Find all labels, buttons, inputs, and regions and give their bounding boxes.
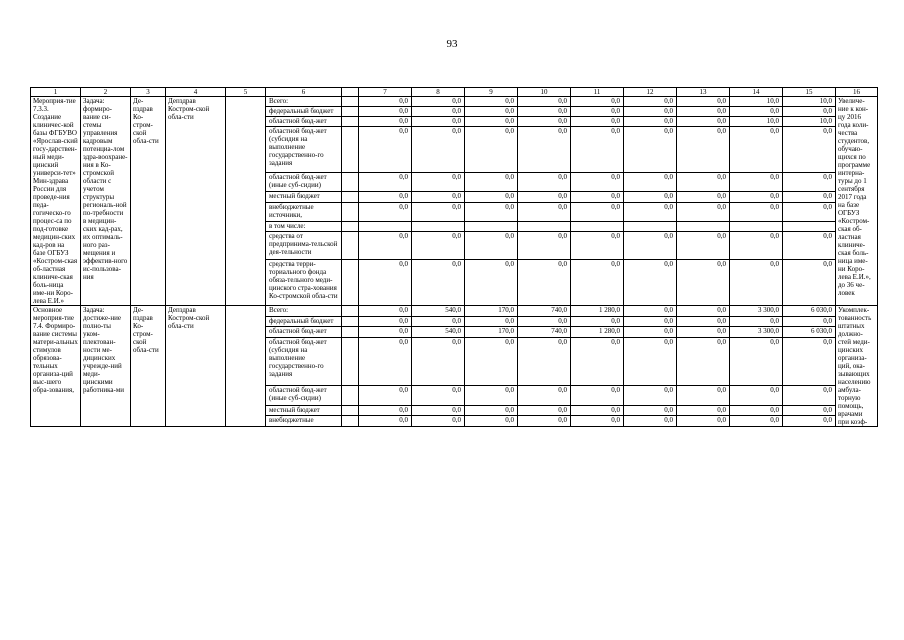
amount-cell: 0,0 (412, 117, 465, 127)
amount-cell: 0,0 (571, 385, 624, 405)
column-number: 13 (677, 88, 730, 97)
amount-cell: 0,0 (730, 385, 783, 405)
amount-cell: 0,0 (518, 405, 571, 416)
amount-cell: 10,0 (730, 97, 783, 107)
amount-cell: 0,0 (412, 337, 465, 385)
column-number: 6 (266, 88, 342, 97)
measure-cell: Основное мероприя-тие 7.4. Формиро-вание системы матери-альных стимулов обрязова-тельных организа-ций выс-шего обра-зования, (31, 306, 81, 427)
amount-cell (783, 221, 836, 231)
funding-source-label: областной бюд-жет (266, 327, 342, 338)
amount-cell: 540,0 (412, 306, 465, 317)
amount-cell (730, 221, 783, 231)
amount-cell: 0,0 (730, 337, 783, 385)
amount-cell: 0,0 (465, 337, 518, 385)
amount-cell: 0,0 (730, 173, 783, 192)
amount-cell: 0,0 (783, 173, 836, 192)
amount-cell: 0,0 (359, 259, 412, 305)
funding-source-label: местный бюджет (266, 192, 342, 202)
amount-cell: 0,0 (359, 127, 412, 173)
amount-cell: 0,0 (624, 306, 677, 317)
amount-cell: 0,0 (412, 259, 465, 305)
amount-cell: 0,0 (571, 117, 624, 127)
amount-cell: 0,0 (783, 107, 836, 117)
amount-cell: 0,0 (677, 316, 730, 327)
empty-cell (342, 221, 359, 231)
amount-cell: 0,0 (518, 259, 571, 305)
amount-cell: 170,0 (465, 327, 518, 338)
empty-cell (342, 173, 359, 192)
amount-cell: 0,0 (412, 127, 465, 173)
column-number: 3 (131, 88, 166, 97)
funding-source-label: федеральный бюджет (266, 107, 342, 117)
amount-cell (518, 221, 571, 231)
amount-cell (465, 221, 518, 231)
amount-cell: 0,0 (518, 127, 571, 173)
amount-cell (677, 221, 730, 231)
amount-cell: 10,0 (783, 117, 836, 127)
amount-cell: 0,0 (624, 327, 677, 338)
empty-cell (342, 306, 359, 317)
task-cell: Задача: формиро-вание си-стемы управления кадровым потенциа-лом здра-воохране-ния в Ко-стромской области с учетом структуры региональ-ной по-требности в медицин-ских кад-рах, их оптималь-ного раз-мещения и эффектив-ного ис-пользова-ния (81, 97, 131, 306)
amount-cell: 0,0 (624, 117, 677, 127)
amount-cell: 740,0 (518, 327, 571, 338)
amount-cell: 0,0 (359, 192, 412, 202)
funding-source-label: местный бюджет (266, 405, 342, 416)
amount-cell: 0,0 (730, 405, 783, 416)
column-number: 5 (226, 88, 266, 97)
amount-cell: 0,0 (677, 405, 730, 416)
amount-cell: 0,0 (624, 231, 677, 259)
amount-cell: 0,0 (518, 385, 571, 405)
amount-cell: 0,0 (783, 385, 836, 405)
amount-cell: 0,0 (465, 117, 518, 127)
empty-cell (342, 385, 359, 405)
amount-cell: 0,0 (518, 231, 571, 259)
column-number-row (31, 88, 878, 97)
amount-cell: 0,0 (677, 107, 730, 117)
measure-cell: Мероприя-тие 7.3.3. Создание клиничес-кой базы ФГБУВО «Ярослав-ский госу-дарствен-ный меди-цинский универси-тет» Мин-здрава России для проведе-ния педа-гогическо-го процес-са по под-готовке медицин-ских кад-ров на базе ОГБУЗ «Костром-ская об-ластная клиниче-ская боль-ница име-ни Коро-лева Е.И.» (31, 97, 81, 306)
empty-cell (342, 231, 359, 259)
amount-cell: 0,0 (359, 416, 412, 427)
funding-source-label: федеральный бюджет (266, 316, 342, 327)
amount-cell: 0,0 (677, 416, 730, 427)
empty-cell (342, 97, 359, 107)
amount-cell: 0,0 (359, 316, 412, 327)
funding-source-label: Всего: (266, 97, 342, 107)
amount-cell: 0,0 (359, 405, 412, 416)
amount-cell: 0,0 (465, 259, 518, 305)
amount-cell: 0,0 (465, 127, 518, 173)
amount-cell: 0,0 (571, 127, 624, 173)
amount-cell: 0,0 (359, 327, 412, 338)
amount-cell: 0,0 (677, 192, 730, 202)
amount-cell: 0,0 (412, 385, 465, 405)
amount-cell: 0,0 (571, 231, 624, 259)
funding-source-label: областной бюд-жет (иные суб-сидии) (266, 385, 342, 405)
amount-cell: 0,0 (677, 97, 730, 107)
amount-cell: 170,0 (465, 306, 518, 317)
table-body (31, 88, 878, 427)
amount-cell: 10,0 (730, 117, 783, 127)
amount-cell: 0,0 (412, 416, 465, 427)
amount-cell: 0,0 (465, 202, 518, 221)
amount-cell: 0,0 (571, 337, 624, 385)
amount-cell: 0,0 (783, 416, 836, 427)
empty-cell (342, 405, 359, 416)
amount-cell: 0,0 (359, 117, 412, 127)
amount-cell: 0,0 (783, 337, 836, 385)
amount-cell: 0,0 (571, 405, 624, 416)
executor-cell: Де-пздрав Ко-стром-ской обла-сти (131, 306, 166, 427)
amount-cell: 0,0 (412, 231, 465, 259)
empty-cell (342, 337, 359, 385)
amount-cell: 0,0 (677, 327, 730, 338)
empty-cell (342, 316, 359, 327)
amount-cell: 0,0 (730, 192, 783, 202)
amount-cell: 6 030,0 (783, 306, 836, 317)
amount-cell: 10,0 (783, 97, 836, 107)
column-number: 9 (465, 88, 518, 97)
amount-cell: 0,0 (571, 192, 624, 202)
funding-source-label: областной бюд-жет (иные суб-сидии) (266, 173, 342, 192)
empty-cell (342, 117, 359, 127)
column-number: 14 (730, 88, 783, 97)
funding-source-label: внебюджетные (266, 416, 342, 427)
program-table (30, 87, 878, 427)
amount-cell: 1 280,0 (571, 327, 624, 338)
amount-cell: 0,0 (624, 202, 677, 221)
empty-cell (342, 259, 359, 305)
amount-cell: 0,0 (783, 316, 836, 327)
amount-cell: 0,0 (518, 192, 571, 202)
amount-cell: 0,0 (624, 385, 677, 405)
amount-cell: 0,0 (412, 192, 465, 202)
amount-cell: 0,0 (359, 173, 412, 192)
amount-cell: 0,0 (359, 231, 412, 259)
amount-cell: 0,0 (571, 107, 624, 117)
funding-source-label: Всего: (266, 306, 342, 317)
column-number: 10 (518, 88, 571, 97)
amount-cell: 740,0 (518, 306, 571, 317)
amount-cell: 0,0 (624, 127, 677, 173)
column-number: 2 (81, 88, 131, 97)
amount-cell: 0,0 (465, 316, 518, 327)
amount-cell: 0,0 (412, 202, 465, 221)
column-number: 15 (783, 88, 836, 97)
amount-cell: 0,0 (412, 316, 465, 327)
amount-cell: 0,0 (783, 127, 836, 173)
amount-cell: 0,0 (624, 173, 677, 192)
amount-cell: 0,0 (465, 231, 518, 259)
amount-cell: 0,0 (518, 316, 571, 327)
amount-cell: 540,0 (412, 327, 465, 338)
empty-cell (342, 107, 359, 117)
funding-source-label: областной бюд-жет (субсидия на выполнение государственно-го задания (266, 337, 342, 385)
result-cell: Укомплек-тованность штатных должно-стей меди-цинских организа-ций, ока-зывающих населению амбула-торную помощь, врачами при коэф- (836, 306, 878, 427)
amount-cell: 0,0 (571, 416, 624, 427)
amount-cell: 0,0 (571, 316, 624, 327)
amount-cell: 0,0 (677, 259, 730, 305)
amount-cell: 3 300,0 (730, 306, 783, 317)
amount-cell: 0,0 (465, 173, 518, 192)
funding-source-label: средства терри-ториального фонда обяза-тельного меди-цинского стра-хования Ко-стромской обла-сти (266, 259, 342, 305)
amount-cell: 0,0 (730, 231, 783, 259)
amount-cell: 0,0 (624, 337, 677, 385)
amount-cell: 1 280,0 (571, 306, 624, 317)
amount-cell: 0,0 (571, 97, 624, 107)
funding-source-label: областной бюд-жет (субсидия на выполнение государственно-го задания (266, 127, 342, 173)
amount-cell: 0,0 (412, 107, 465, 117)
amount-cell: 0,0 (677, 117, 730, 127)
amount-cell: 0,0 (624, 192, 677, 202)
amount-cell: 0,0 (359, 337, 412, 385)
amount-cell: 0,0 (518, 173, 571, 192)
amount-cell: 0,0 (465, 97, 518, 107)
amount-cell: 0,0 (730, 259, 783, 305)
amount-cell: 3 300,0 (730, 327, 783, 338)
amount-cell: 0,0 (465, 405, 518, 416)
empty-cell (342, 192, 359, 202)
amount-cell: 0,0 (677, 231, 730, 259)
empty-cell (226, 97, 266, 306)
amount-cell: 0,0 (624, 107, 677, 117)
amount-cell: 0,0 (518, 202, 571, 221)
funding-row (31, 306, 878, 317)
amount-cell: 0,0 (783, 202, 836, 221)
amount-cell: 0,0 (465, 416, 518, 427)
amount-cell: 0,0 (677, 385, 730, 405)
amount-cell: 0,0 (518, 97, 571, 107)
column-number: 12 (624, 88, 677, 97)
amount-cell: 0,0 (624, 405, 677, 416)
column-number: 1 (31, 88, 81, 97)
amount-cell: 0,0 (359, 97, 412, 107)
coexecutor-cell: Депздрав Костром-ской обла-сти (166, 306, 226, 427)
empty-cell (342, 327, 359, 338)
column-number: 16 (836, 88, 878, 97)
funding-source-label: средства от предпринима-тельской дея-тельности (266, 231, 342, 259)
amount-cell: 0,0 (359, 385, 412, 405)
funding-source-label: в том числе: (266, 221, 342, 231)
amount-cell: 0,0 (518, 117, 571, 127)
amount-cell (624, 221, 677, 231)
column-number: 8 (412, 88, 465, 97)
amount-cell (571, 221, 624, 231)
amount-cell: 0,0 (465, 385, 518, 405)
amount-cell (412, 221, 465, 231)
funding-source-label: областной бюд-жет (266, 117, 342, 127)
amount-cell: 0,0 (677, 173, 730, 192)
amount-cell: 6 030,0 (783, 327, 836, 338)
amount-cell: 0,0 (571, 202, 624, 221)
amount-cell: 0,0 (465, 107, 518, 117)
amount-cell: 0,0 (571, 259, 624, 305)
amount-cell: 0,0 (730, 202, 783, 221)
amount-cell (359, 221, 412, 231)
amount-cell: 0,0 (783, 405, 836, 416)
funding-source-label: внебюджетные источники, (266, 202, 342, 221)
amount-cell: 0,0 (518, 416, 571, 427)
empty-cell (342, 202, 359, 221)
amount-cell: 0,0 (783, 192, 836, 202)
result-cell: Увеличе-ние к кон-цу 2016 года коли-чества студентов, обучаю-щихся по программе интерна-туры до 1 сентября 2017 года на базе ОГБУЗ «Костром-ская об-ластная клиниче-ская боль-ница име-ни Коро-лева Е.И.», до 36 че-ловек (836, 97, 878, 306)
amount-cell: 0,0 (412, 405, 465, 416)
column-number: 4 (166, 88, 226, 97)
amount-cell: 0,0 (677, 306, 730, 317)
amount-cell: 0,0 (624, 259, 677, 305)
amount-cell: 0,0 (730, 416, 783, 427)
amount-cell: 0,0 (359, 202, 412, 221)
amount-cell: 0,0 (412, 97, 465, 107)
coexecutor-cell: Депздрав Костром-ской обла-сти (166, 97, 226, 306)
amount-cell: 0,0 (518, 337, 571, 385)
amount-cell: 0,0 (677, 127, 730, 173)
amount-cell: 0,0 (730, 127, 783, 173)
empty-cell (226, 306, 266, 427)
executor-cell: Де-пздрав Ко-стром-ской обла-сти (131, 97, 166, 306)
amount-cell: 0,0 (730, 316, 783, 327)
amount-cell: 0,0 (783, 231, 836, 259)
funding-row (31, 97, 878, 107)
amount-cell: 0,0 (465, 192, 518, 202)
amount-cell: 0,0 (412, 173, 465, 192)
empty-cell (342, 127, 359, 173)
amount-cell: 0,0 (783, 259, 836, 305)
task-cell: Задача: достиже-ние полно-ты уком-плектован-ности ме-дицинских учрежде-ний меди-цинскими работника-ми (81, 306, 131, 427)
column-number: 7 (359, 88, 412, 97)
column-number: 11 (571, 88, 624, 97)
amount-cell: 0,0 (359, 107, 412, 117)
amount-cell: 0,0 (677, 337, 730, 385)
amount-cell: 0,0 (624, 416, 677, 427)
column-number (342, 88, 359, 97)
amount-cell: 0,0 (624, 316, 677, 327)
amount-cell: 0,0 (359, 306, 412, 317)
amount-cell: 0,0 (624, 97, 677, 107)
amount-cell: 0,0 (571, 173, 624, 192)
amount-cell: 0,0 (518, 107, 571, 117)
amount-cell: 0,0 (730, 107, 783, 117)
empty-cell (342, 416, 359, 427)
amount-cell: 0,0 (677, 202, 730, 221)
page-number: 93 (446, 38, 458, 50)
